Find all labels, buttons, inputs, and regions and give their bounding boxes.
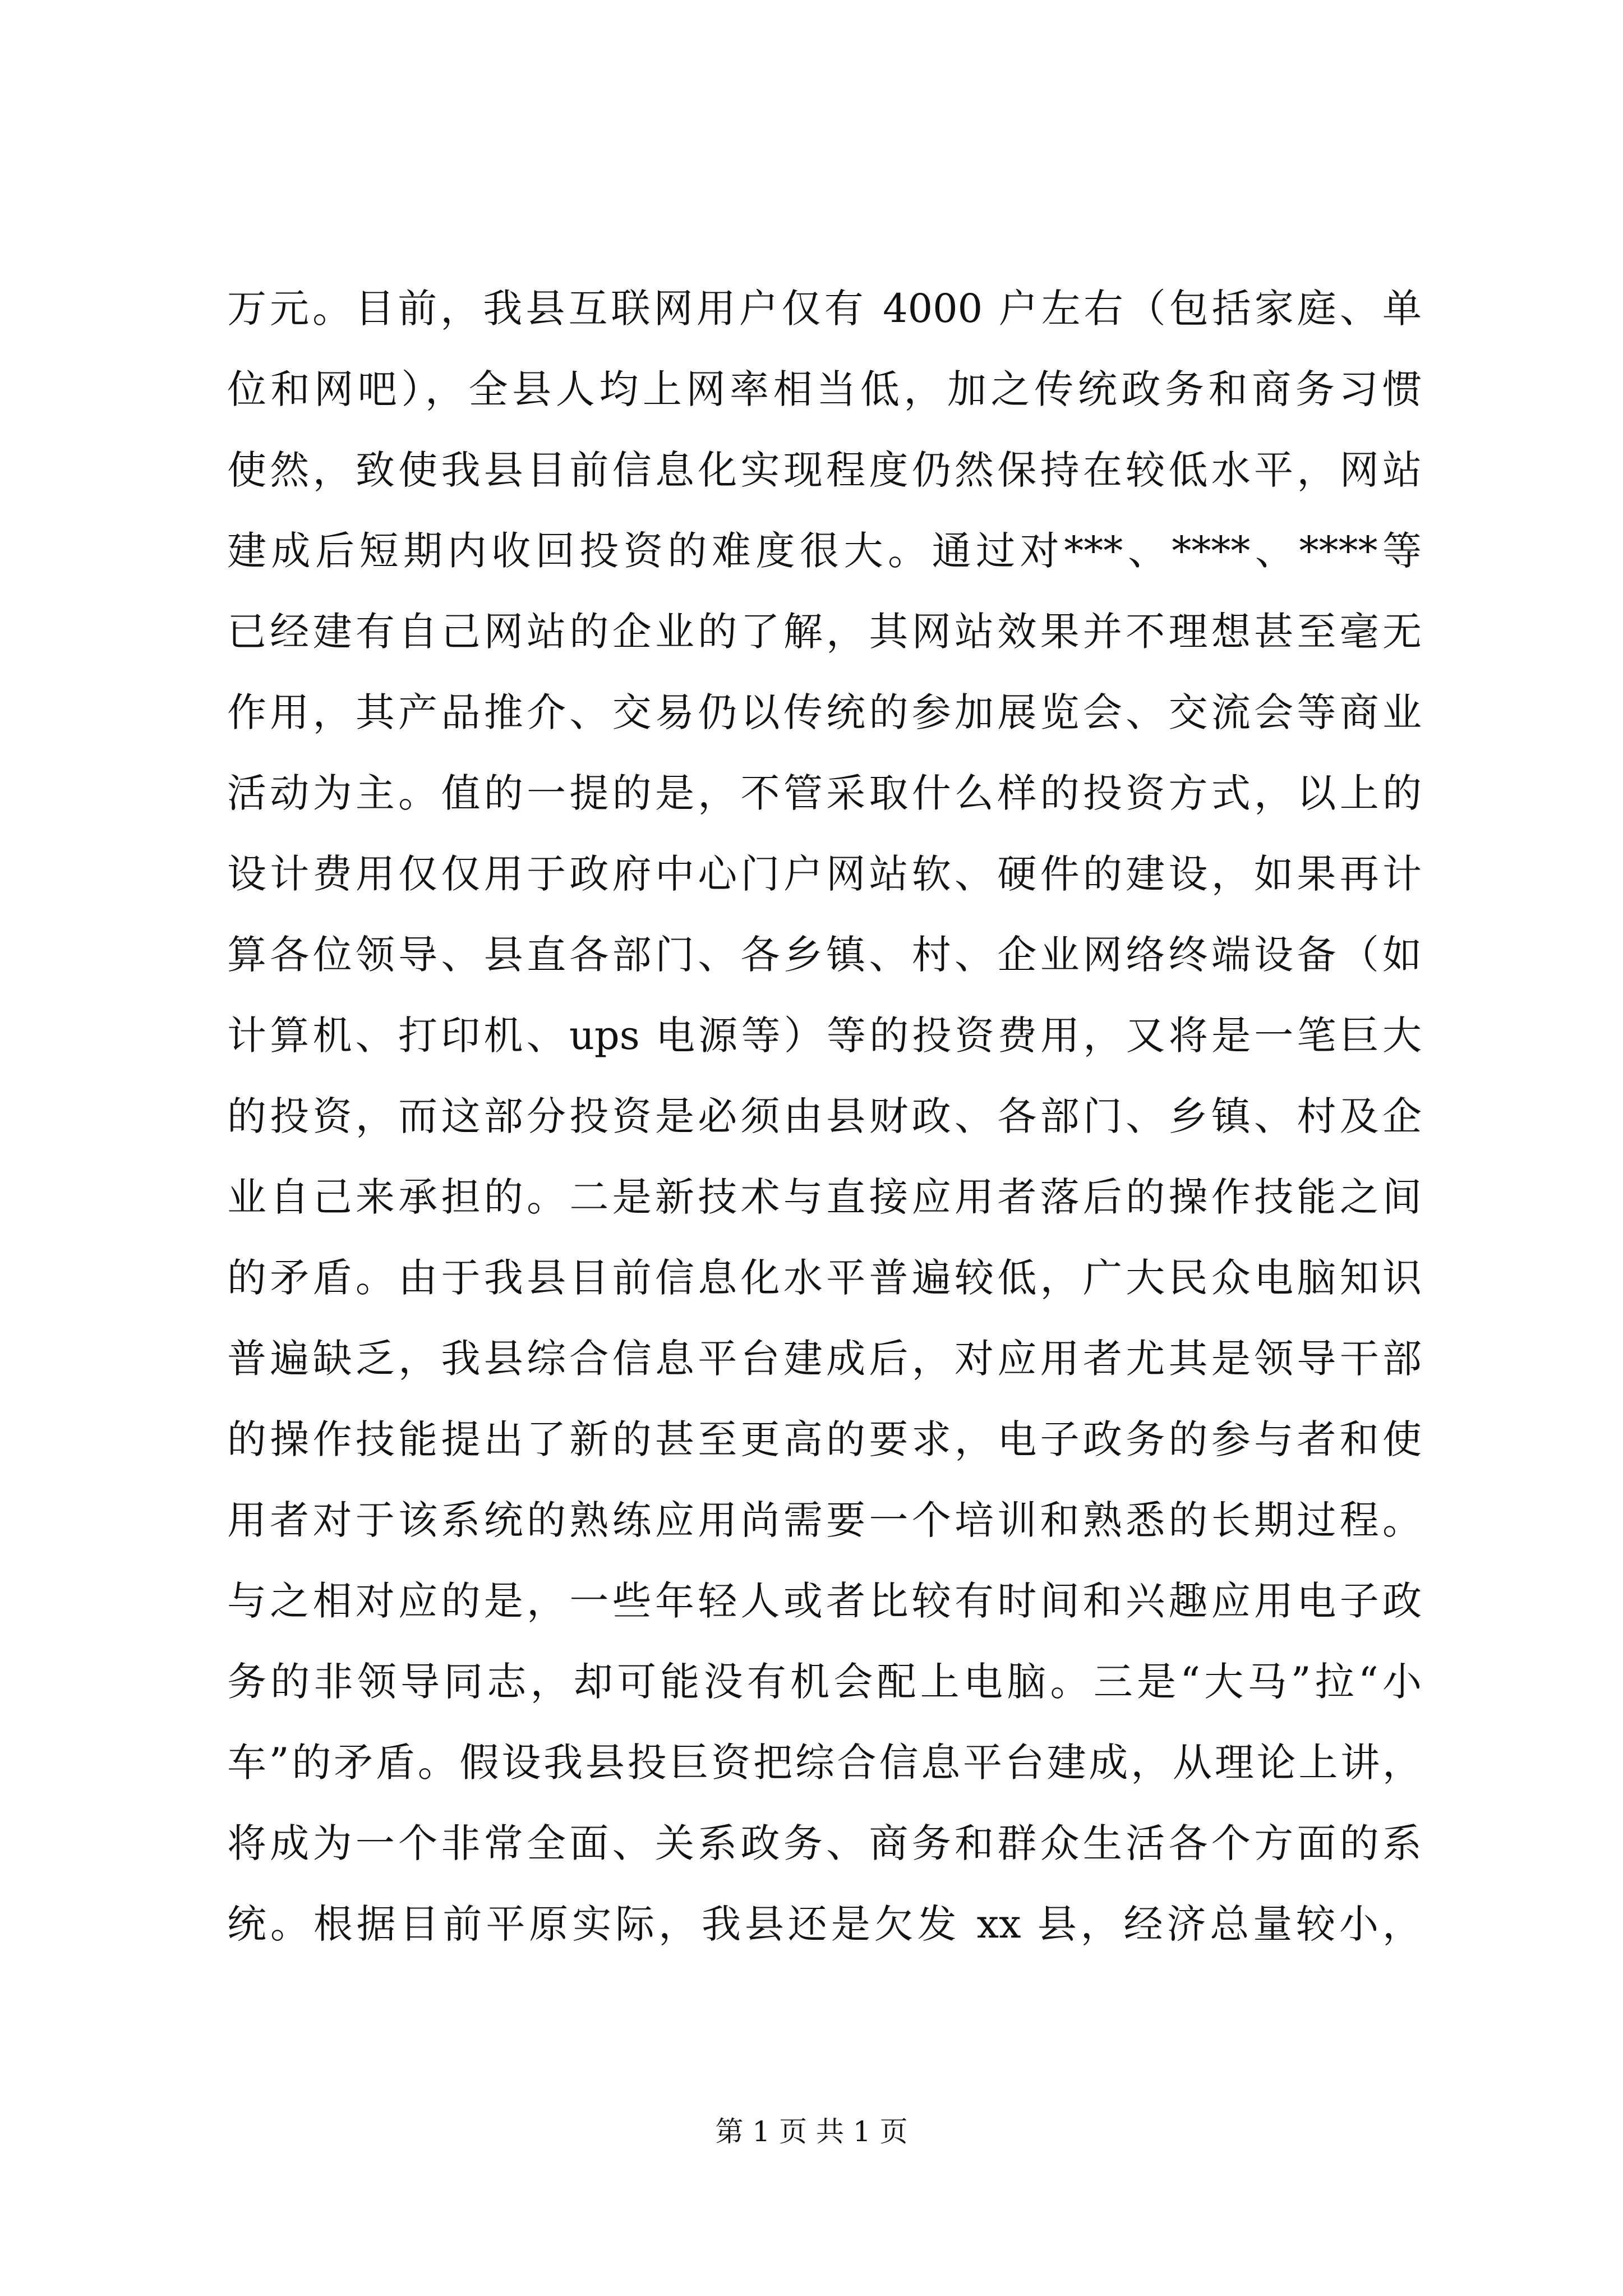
text-line: 使然，致使我县目前信息化实现程度仍然保持在较低水平，网站	[227, 447, 1422, 493]
text-line: 用者对于该系统的熟练应用尚需要一个培训和熟悉的长期过程。	[227, 1497, 1422, 1543]
text-line: 的矛盾。由于我县目前信息化水平普遍较低，广大民众电脑知识	[227, 1255, 1422, 1301]
text-line: 万元。目前，我县互联网用户仅有 4000 户左右（包括家庭、单	[227, 286, 1422, 332]
text-line: 算各位领导、县直各部门、各乡镇、村、企业网络终端设备（如	[227, 932, 1422, 978]
text-line: 位和网吧），全县人均上网率相当低，加之传统政务和商务习惯	[227, 366, 1422, 412]
text-line: 的投资，而这部分投资是必须由县财政、各部门、乡镇、村及企	[227, 1093, 1422, 1139]
text-line: 业自己来承担的。二是新技术与直接应用者落后的操作技能之间	[227, 1174, 1422, 1220]
text-line: 作用，其产品推介、交易仍以传统的参加展览会、交流会等商业	[227, 689, 1422, 735]
text-line: 计算机、打印机、ups 电源等）等的投资费用，又将是一笔巨大	[227, 1013, 1422, 1059]
text-line: 将成为一个非常全面、关系政务、商务和群众生活各个方面的系	[227, 1820, 1422, 1866]
text-line: 的操作技能提出了新的甚至更高的要求，电子政务的参与者和使	[227, 1416, 1422, 1462]
text-line: 统。根据目前平原实际，我县还是欠发 xx 县，经济总量较小，	[227, 1901, 1422, 1947]
text-line: 务的非领导同志，却可能没有机会配上电脑。三是“大马”拉“小	[227, 1659, 1422, 1705]
text-line: 车”的矛盾。假设我县投巨资把综合信息平台建成，从理论上讲，	[227, 1740, 1422, 1786]
text-line: 建成后短期内收回投资的难度很大。通过对***、****、****等	[227, 528, 1422, 574]
text-line: 已经建有自己网站的企业的了解，其网站效果并不理想甚至毫无	[227, 609, 1422, 655]
text-line: 与之相对应的是，一些年轻人或者比较有时间和兴趣应用电子政	[227, 1578, 1422, 1624]
text-line: 活动为主。值的一提的是，不管采取什么样的投资方式，以上的	[227, 770, 1422, 816]
text-line: 普遍缺乏，我县综合信息平台建成后，对应用者尤其是领导干部	[227, 1336, 1422, 1382]
page-footer: 第 1 页 共 1 页	[715, 2115, 908, 2148]
text-line: 设计费用仅仅用于政府中心门户网站软、硬件的建设，如果再计	[227, 851, 1422, 897]
